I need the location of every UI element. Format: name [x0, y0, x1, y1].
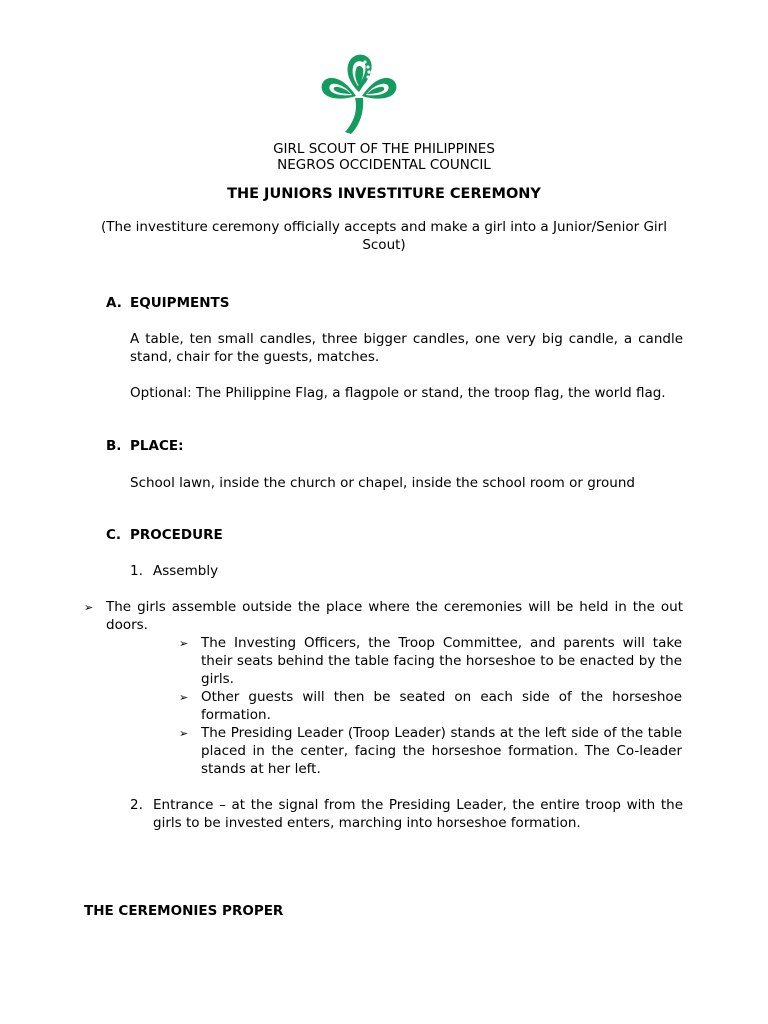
section-b-heading	[106, 438, 183, 454]
arrow-bullet-icon: ➢	[179, 637, 189, 650]
section-letter: A.	[106, 295, 122, 311]
sub-bullet	[179, 634, 683, 688]
place-paragraph: School lawn, inside the church or chapel, inside the school room or ground	[130, 475, 635, 491]
sub-bullet	[179, 724, 683, 778]
step-number: 2.	[130, 797, 143, 813]
section-letter: B.	[106, 438, 122, 454]
sub-bullet	[179, 688, 683, 724]
section-title: PLACE:	[130, 438, 184, 454]
optional-paragraph: Optional: The Philippine Flag, a flagpole or stand, the troop flag, the world flag.	[130, 385, 666, 401]
section-title: EQUIPMENTS	[130, 295, 230, 311]
document-title: THE JUNIORS INVESTITURE CEREMONY	[227, 186, 541, 202]
bullet-text: The girls assemble outside the place where the ceremonies will be held in the out doors.	[106, 599, 683, 633]
ceremonies-proper-heading: THE CEREMONIES PROPER	[84, 903, 284, 919]
org-name-line1: GIRL SCOUT OF THE PHILIPPINES	[273, 141, 495, 157]
arrow-bullet-icon: ➢	[179, 691, 189, 704]
trefoil-logo-icon	[318, 50, 400, 136]
step-label: Assembly	[153, 563, 219, 579]
bullet-text: Other guests will then be seated on each side of the horseshoe formation.	[201, 689, 682, 723]
section-title: PROCEDURE	[130, 527, 223, 543]
step-entrance	[130, 796, 683, 832]
step-assembly	[130, 563, 218, 579]
bullet-text: The Investing Officers, the Troop Committee, and parents will take their seats behind the table facing the horseshoe to be enacted by the girls.	[201, 635, 682, 687]
section-a-heading	[106, 295, 229, 311]
section-c-heading	[106, 527, 223, 543]
intro-text: (The investiture ceremony officially accepts and make a girl into a Junior/Senior Girl Scout)	[101, 219, 667, 253]
main-bullet	[84, 598, 683, 634]
equipment-paragraph: A table, ten small candles, three bigger candles, one very big candle, a candle stand, chair for the guests, matches.	[130, 331, 683, 365]
step-text: Entrance – at the signal from the Presiding Leader, the entire troop with the girls to be invested enters, marching into horseshoe formation.	[153, 797, 683, 831]
bullet-text: The Presiding Leader (Troop Leader) stands at the left side of the table placed in the center, facing the horseshoe formation. The Co-leader stands at her left.	[201, 725, 682, 777]
step-number: 1.	[130, 563, 143, 579]
arrow-bullet-icon: ➢	[84, 601, 94, 614]
arrow-bullet-icon: ➢	[179, 727, 189, 740]
section-letter: C.	[106, 527, 122, 543]
org-name-line2: NEGROS OCCIDENTAL COUNCIL	[277, 157, 491, 173]
